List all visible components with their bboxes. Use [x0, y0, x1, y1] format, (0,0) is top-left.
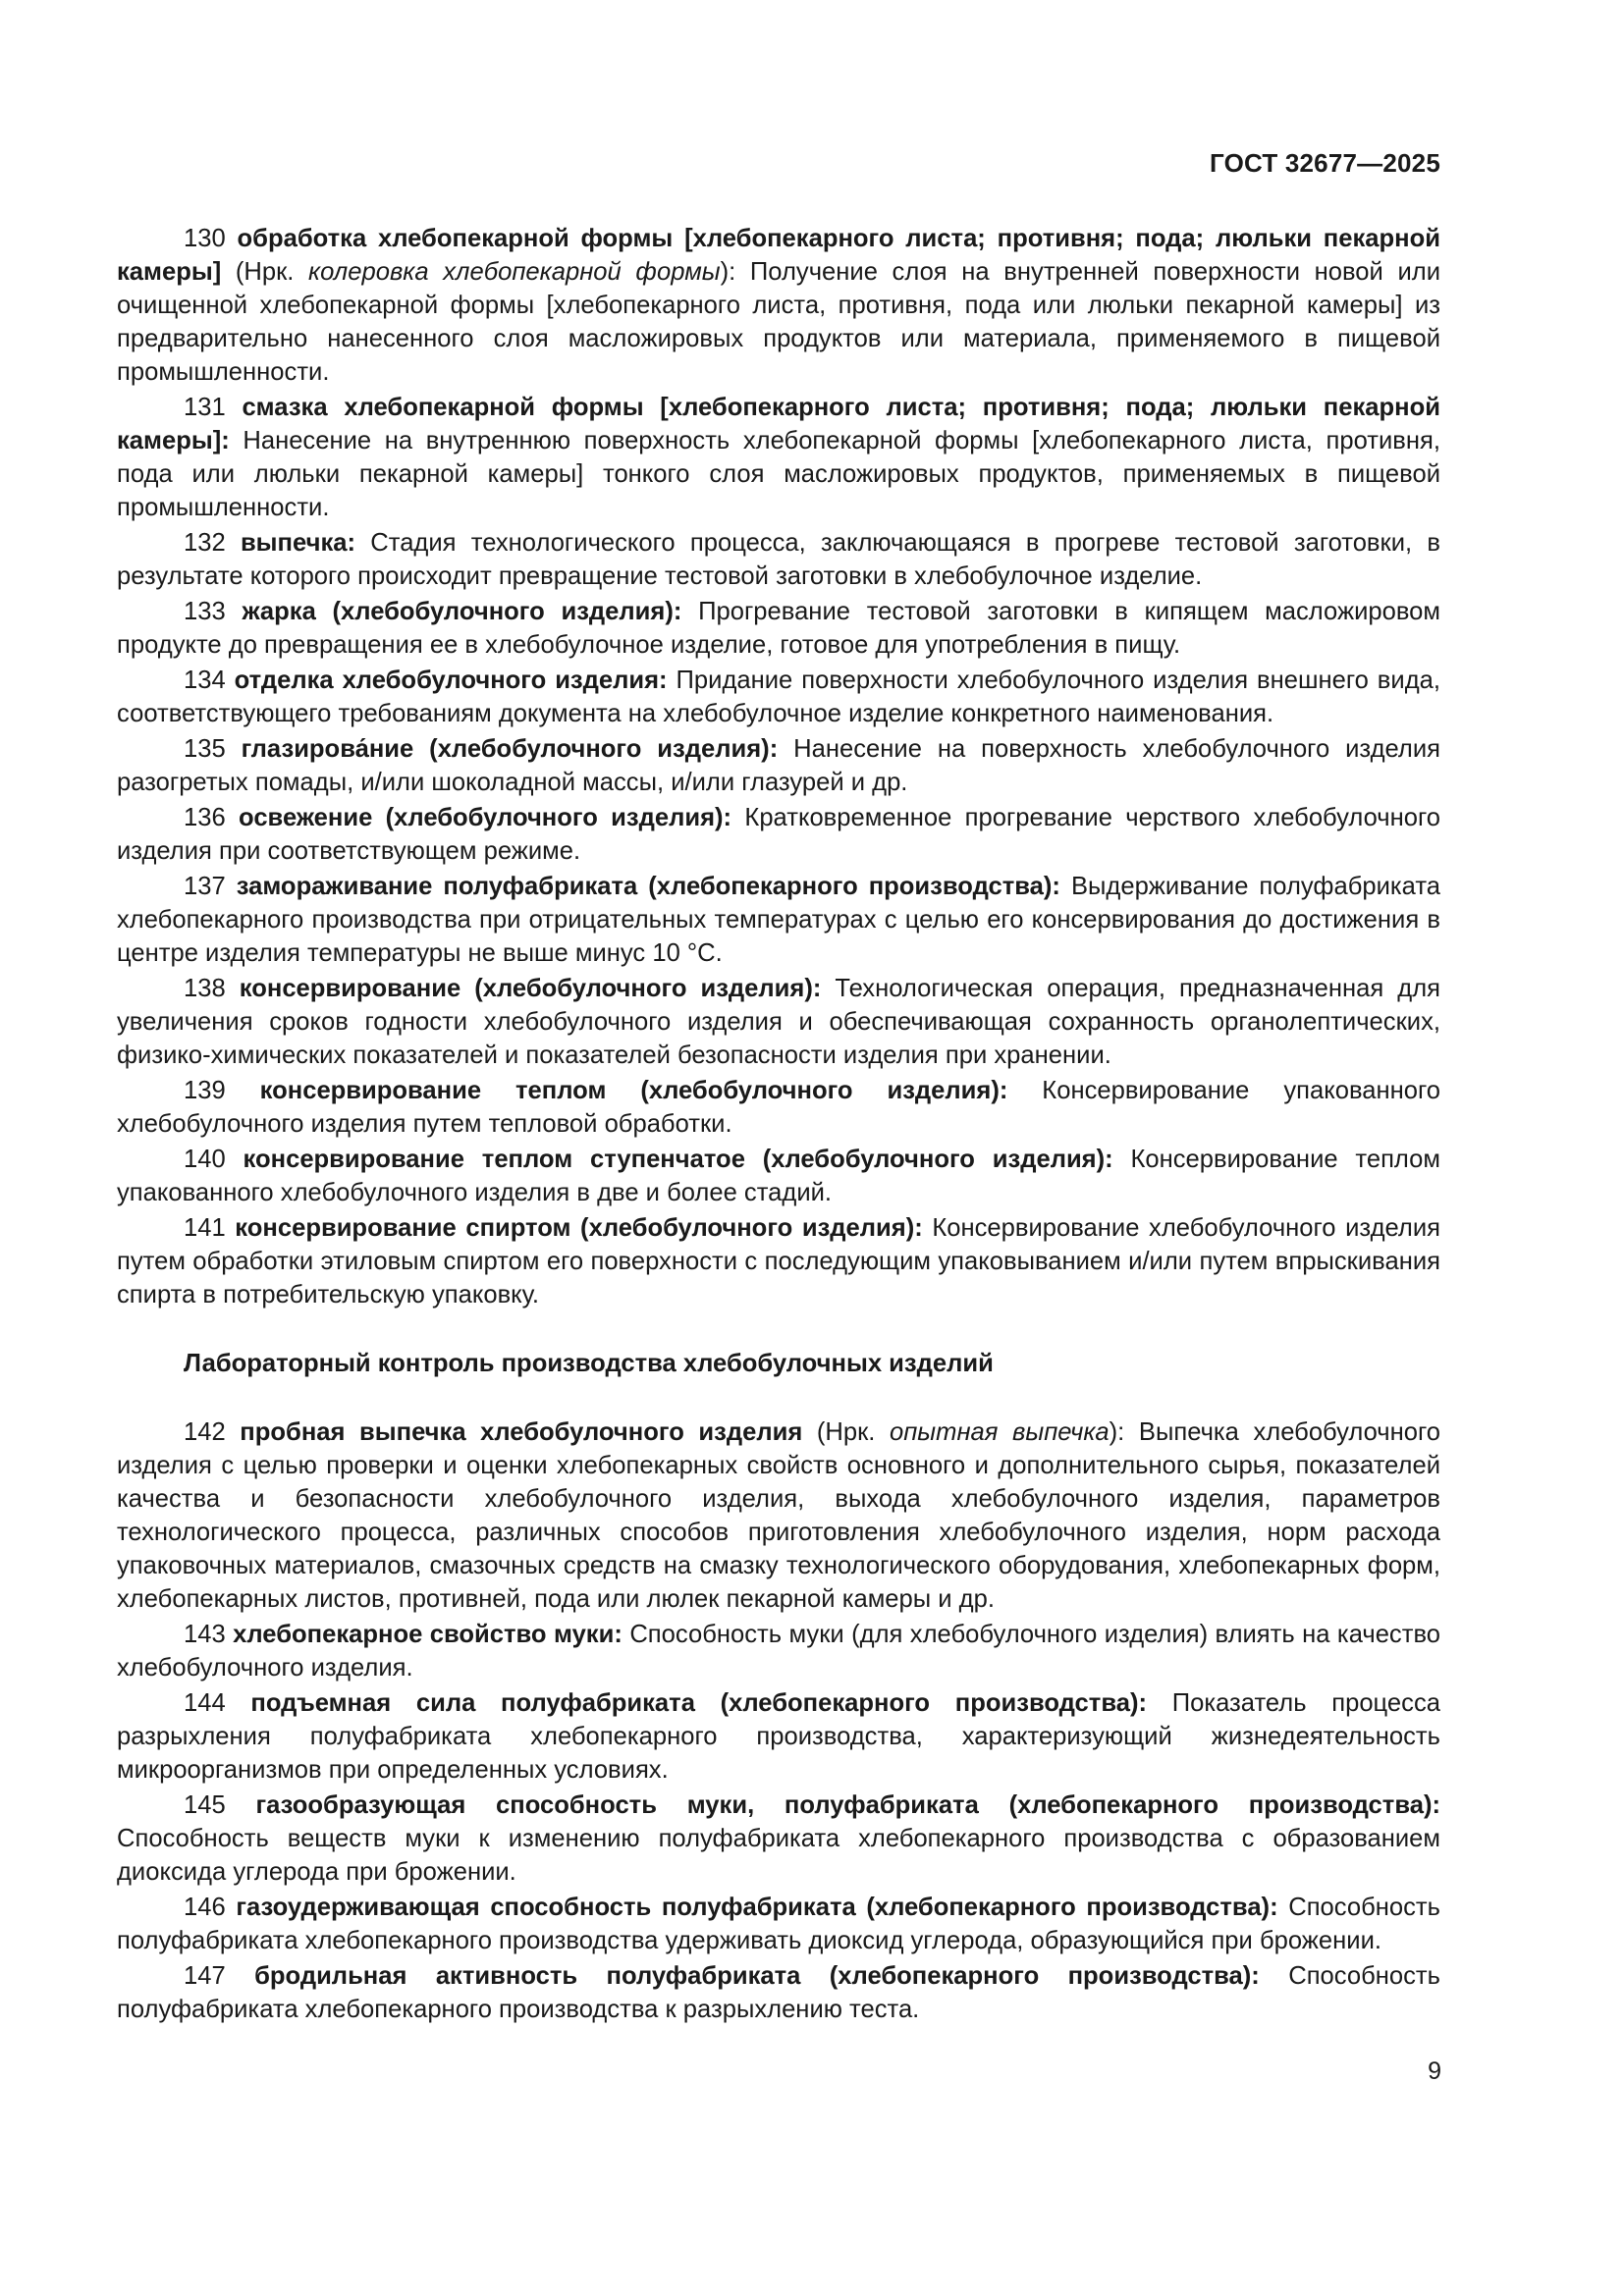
term-name: пробная выпечка хлебобулочного изделия	[240, 1418, 803, 1446]
term-definition: Способность муки (для хлебобулочного изделия) влиять на качество хлебобулочного изделия.	[117, 1621, 1440, 1682]
term-name: хлебопекарное свойство муки:	[233, 1621, 623, 1648]
term-definition: Прогревание тестовой заготовки в кипящем масложировом продукте до превращения ее в хлебобулочное изделие, готовое для употребления в пищу.	[117, 598, 1440, 659]
term-definition: Придание поверхности хлебобулочного изделия внешнего вида, соответствующего требованиям документа на хлебобулочное изделие конкретного наименования.	[117, 667, 1440, 727]
term-definition: Показатель процесса разрыхления полуфабриката хлебопекарного производства, характеризующий жизнедеятельность микроорганизмов при определенных условиях.	[117, 1689, 1440, 1784]
term-number: 138	[184, 975, 226, 1002]
term-definition: Нанесение на поверхность хлебобулочного изделия разогретых помады, и/или шоколадной массы, и/или глазурей и др.	[117, 735, 1440, 796]
term-entry	[117, 1891, 1440, 1957]
term-number: 133	[184, 598, 226, 625]
term-number: 135	[184, 735, 226, 763]
term-name: жарка (хлебобулочного изделия):	[242, 598, 682, 625]
term-entry	[117, 1143, 1440, 1209]
term-number: 139	[184, 1077, 226, 1104]
term-definition: Нанесение на внутреннюю поверхность хлебопекарной формы [хлебопекарного листа, противня, пода или люльки пекарной камеры] тонкого слоя масложировых продуктов, применяемых в пищевой промышленности.	[117, 427, 1440, 521]
term-name: консервирование (хлебобулочного изделия):	[239, 975, 822, 1002]
term-number: 136	[184, 804, 226, 831]
term-name: замораживание полуфабриката (хлебопекарного производства):	[236, 873, 1060, 900]
page-number: 9	[1428, 2057, 1441, 2085]
term-number: 141	[184, 1214, 226, 1242]
term-entry	[117, 1074, 1440, 1141]
term-number: 134	[184, 667, 226, 694]
term-number: 131	[184, 394, 226, 421]
term-entry	[117, 870, 1440, 970]
term-definition: Способность полуфабриката хлебопекарного производства удерживать диоксид углерода, образующийся при брожении.	[117, 1894, 1440, 1954]
term-entry	[117, 1789, 1440, 1889]
term-definition: Консервирование хлебобулочного изделия путем обработки этиловым спиртом его поверхности с последующим упаковыванием и/или путем впрыскивания спирта в потребительскую упаковку.	[117, 1214, 1440, 1308]
term-name: газоудерживающая способность полуфабриката (хлебопекарного производства):	[236, 1894, 1278, 1921]
document-body	[117, 222, 1440, 2028]
term-definition: Способность полуфабриката хлебопекарного производства к разрыхлению теста.	[117, 1962, 1440, 2023]
term-entry	[117, 595, 1440, 662]
term-name: консервирование теплом (хлебобулочного изделия):	[259, 1077, 1008, 1104]
term-number: 132	[184, 529, 226, 557]
term-synonym-prefix: (Нрк.	[802, 1418, 890, 1446]
term-entry	[117, 664, 1440, 730]
term-number: 142	[184, 1418, 226, 1446]
term-name: бродильная активность полуфабриката (хлебопекарного производства):	[254, 1962, 1260, 1990]
term-definition: Выдерживание полуфабриката хлебопекарного производства при отрицательных температурах с целью его консервирования до достижения в центре изделия температуры не выше минус 10 °С.	[117, 873, 1440, 967]
term-synonym-suffix: ):	[1109, 1418, 1125, 1446]
term-definition: Кратковременное прогревание черствого хлебобулочного изделия при соответствующем режиме.	[117, 804, 1440, 865]
term-name: выпечка:	[240, 529, 356, 557]
term-number: 145	[184, 1791, 226, 1819]
term-synonym: колеровка хлебопекарной формы	[308, 258, 721, 286]
term-entry	[117, 526, 1440, 593]
term-definition: Технологическая операция, предназначенная для увеличения сроков годности хлебобулочного изделия и обеспечивающая сохранность органолептических, физико-химических показателей и показателей безопасности изделия при хранении.	[117, 975, 1440, 1069]
term-entry	[117, 972, 1440, 1072]
term-name: обработка хлебопекарной формы [хлебопекарного листа; противня; пода; люльки пекарной камеры]	[117, 225, 1440, 286]
term-name: консервирование спиртом (хлебобулочного изделия):	[235, 1214, 923, 1242]
term-definition: Консервирование теплом упакованного хлебобулочного изделия в две и более стадий.	[117, 1146, 1440, 1206]
term-definition: Консервирование упакованного хлебобулочного изделия путем тепловой обработки.	[117, 1077, 1440, 1138]
term-entry	[117, 222, 1440, 389]
term-name: смазка хлебопекарной формы [хлебопекарного листа; противня; пода; люльки пекарной камеры]:	[117, 394, 1440, 454]
term-number: 146	[184, 1894, 226, 1921]
term-name: глазирова́ние (хлебобулочного изделия):	[241, 735, 779, 763]
term-entry	[117, 1959, 1440, 2026]
term-entry	[117, 391, 1440, 524]
term-name: консервирование теплом ступенчатое (хлебобулочного изделия):	[243, 1146, 1113, 1173]
term-entry	[117, 801, 1440, 868]
term-number: 137	[184, 873, 226, 900]
term-number: 147	[184, 1962, 226, 1990]
term-number: 130	[184, 225, 226, 252]
term-number: 143	[184, 1621, 226, 1648]
term-number: 140	[184, 1146, 226, 1173]
term-entry	[117, 1686, 1440, 1787]
term-name: отделка хлебобулочного изделия:	[234, 667, 668, 694]
term-synonym-suffix: ):	[720, 258, 736, 286]
term-definition: Выпечка хлебобулочного изделия с целью проверки и оценки хлебопекарных свойств основного и дополнительного сырья, показателей качества и безопасности хлебобулочного изделия, выхода хлебобулочного изделия, параметров технологического процесса, различных способов приготовления хлебобулочного изделия, норм расхода упаковочных материалов, смазочных средств на смазку технологического оборудования, хлебопекарных форм, хлебопекарных листов, противней, пода или люлек пекарной камеры и др.	[117, 1418, 1440, 1613]
term-definition: Способность веществ муки к изменению полуфабриката хлебопекарного производства с образованием диоксида углерода при брожении.	[117, 1825, 1440, 1886]
term-definition: Стадия технологического процесса, заключающаяся в прогреве тестовой заготовки, в результате которого происходит превращение тестовой заготовки в хлебобулочное изделие.	[117, 529, 1440, 590]
term-synonym-prefix: (Нрк.	[221, 258, 309, 286]
term-synonym: опытная выпечка	[889, 1418, 1110, 1446]
section-heading: Лабораторный контроль производства хлебобулочных изделий	[184, 1350, 994, 1377]
document-code: ГОСТ 32677—2025	[1210, 148, 1440, 178]
term-entry	[117, 1618, 1440, 1684]
term-name: подъемная сила полуфабриката (хлебопекарного производства):	[250, 1689, 1147, 1717]
term-number: 144	[184, 1689, 226, 1717]
term-name: газообразующая способность муки, полуфабриката (хлебопекарного производства):	[255, 1791, 1440, 1819]
term-name: освежение (хлебобулочного изделия):	[239, 804, 732, 831]
term-entry	[117, 1415, 1440, 1616]
term-definition: Получение слоя на внутренней поверхности новой или очищенной хлебопекарной формы [хлебопекарного листа, противня, пода или люльки пекарной камеры] из предварительно нанесенного слоя масложировых продуктов или материала, применяемого в пищевой промышленности.	[117, 258, 1440, 386]
term-entry	[117, 1211, 1440, 1311]
term-entry	[117, 732, 1440, 799]
